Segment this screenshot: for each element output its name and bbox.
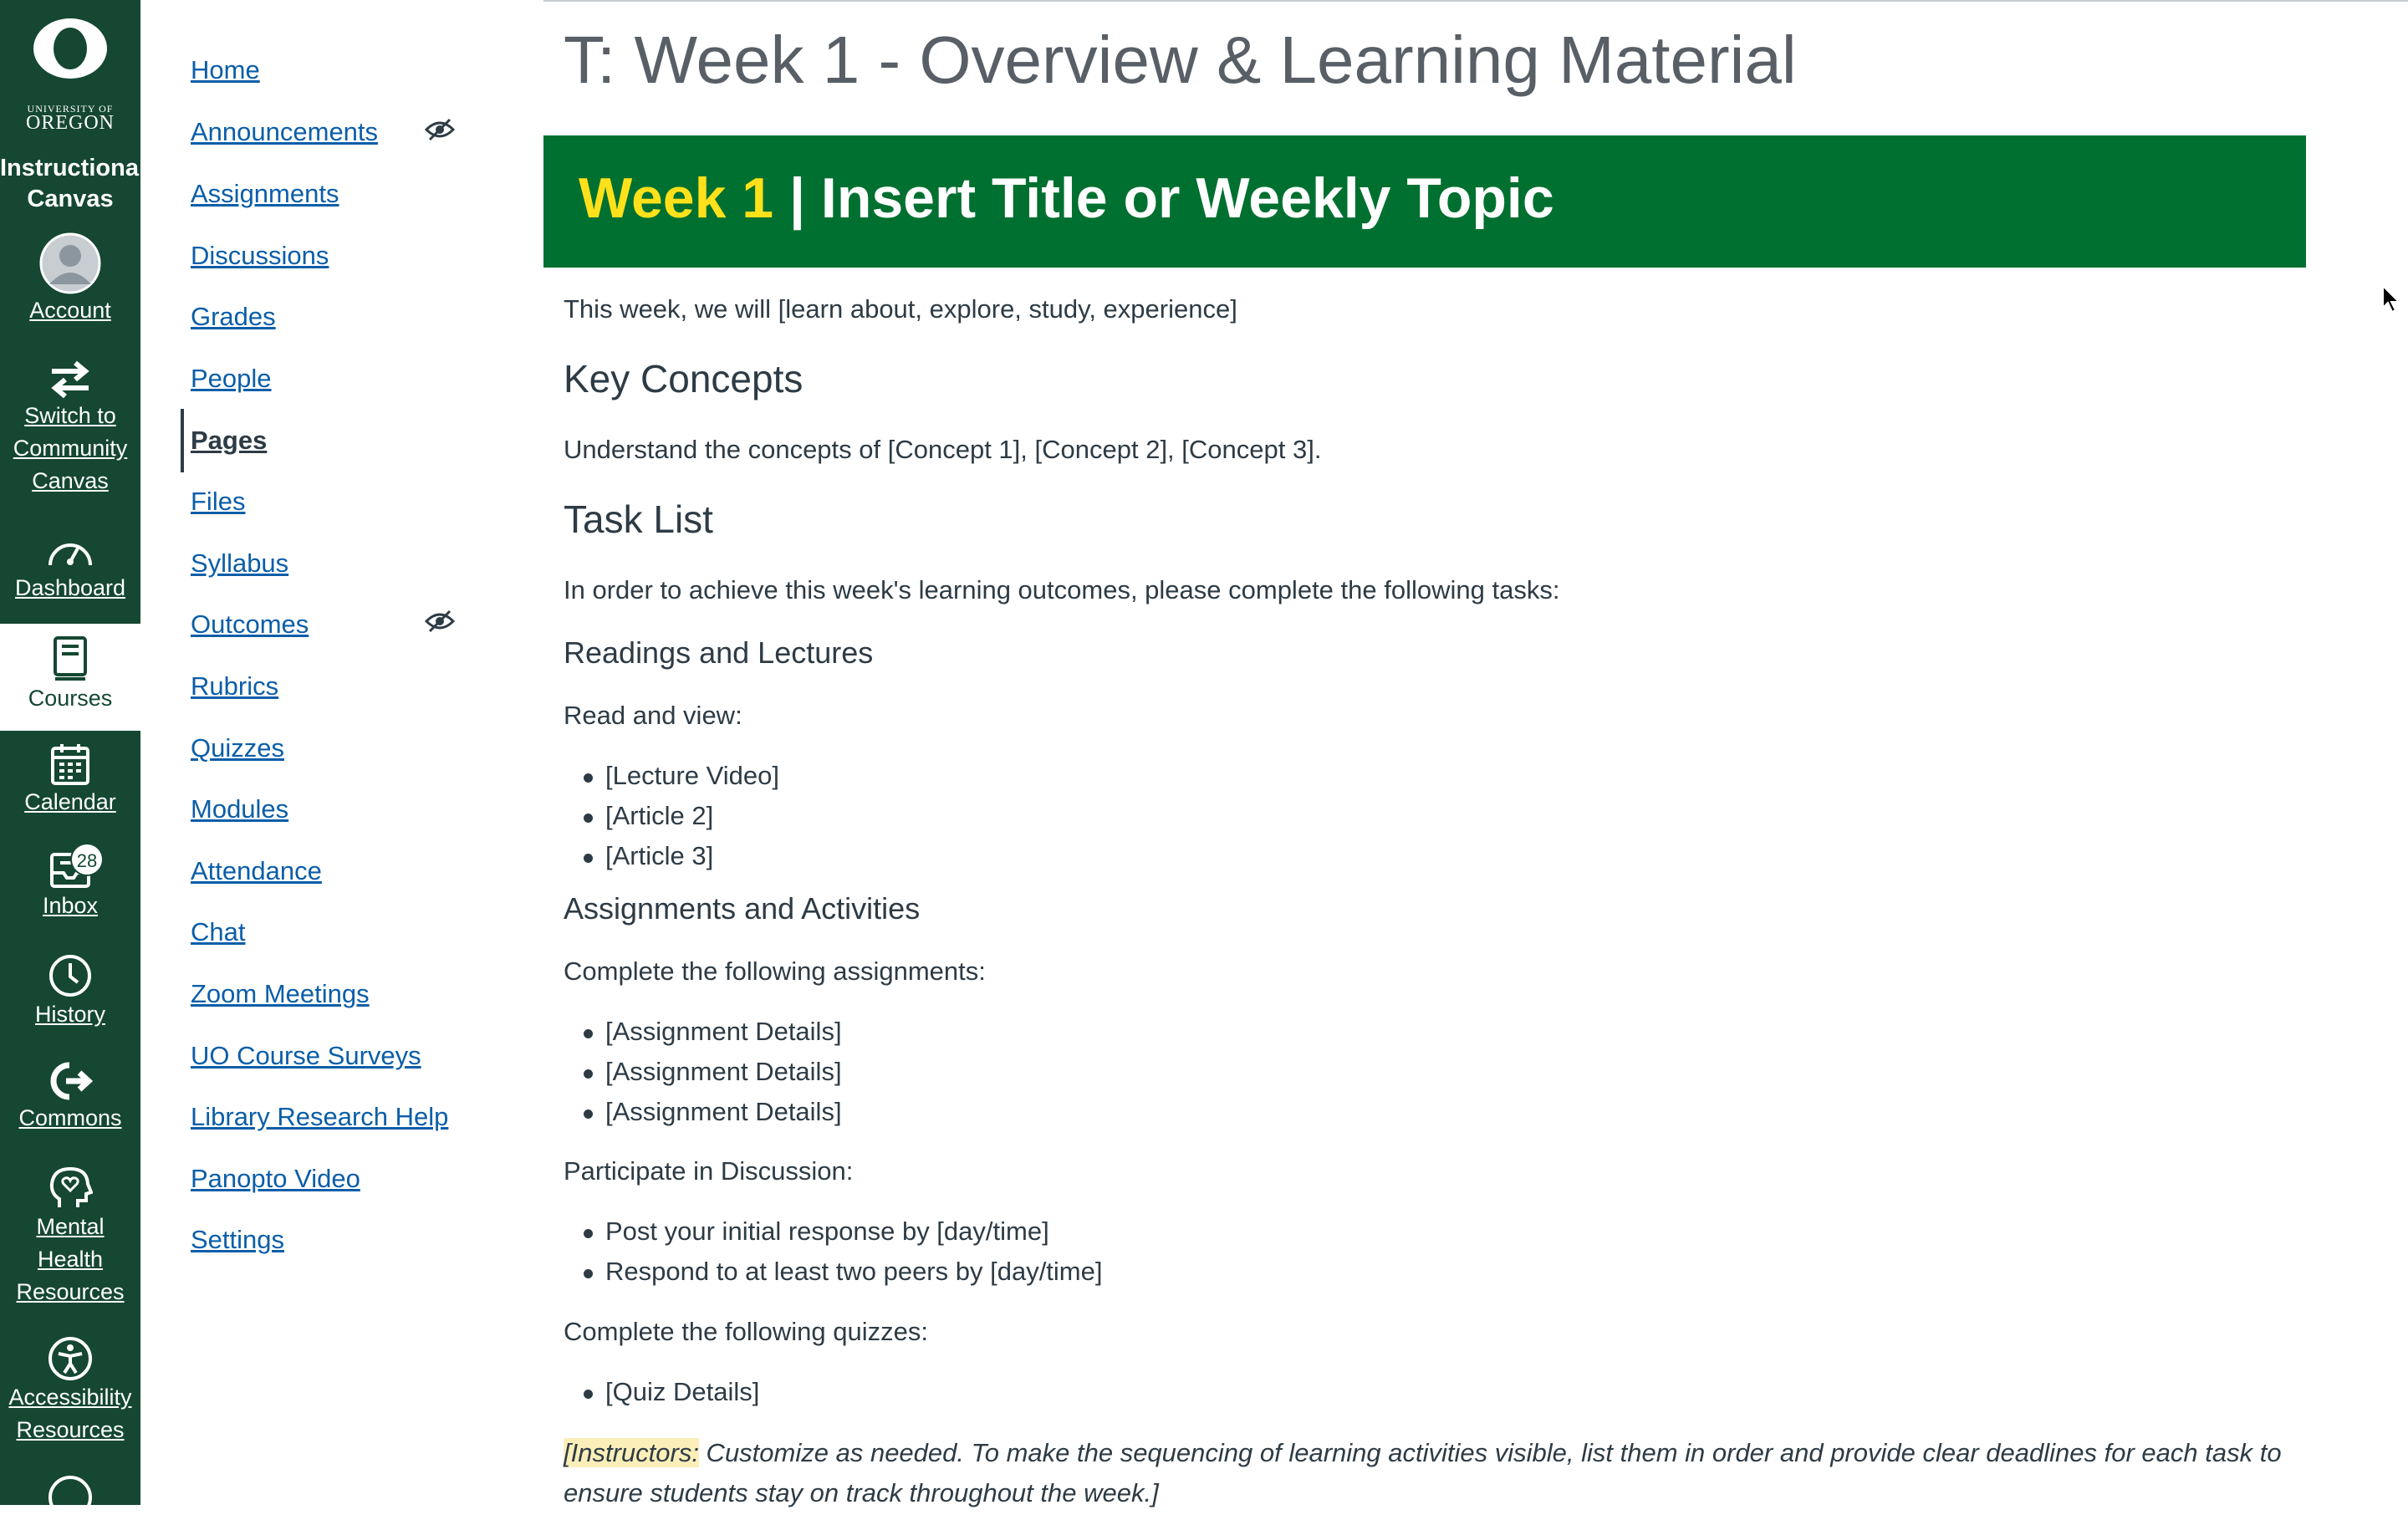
- dashboard-gauge-icon: [45, 532, 95, 572]
- mouse-cursor-icon: [2381, 284, 2401, 314]
- intro-text: This week, we will [learn about, explore, study, experience]: [564, 294, 1237, 324]
- global-navigation: [0, 0, 146, 1505]
- switch-label-line-2: Community: [13, 436, 128, 461]
- course-nav-syllabus[interactable]: Syllabus: [191, 548, 289, 578]
- brand-line-1: Instructional: [0, 155, 146, 181]
- course-nav-discussions[interactable]: Discussions: [191, 241, 329, 270]
- instructor-note-label: [Instructors:: [564, 1438, 699, 1467]
- global-nav-switch-community[interactable]: [0, 360, 140, 497]
- readings-intro: Read and view:: [564, 701, 742, 730]
- oregon-o-logo-icon: [28, 15, 112, 99]
- courses-label: Courses: [28, 686, 113, 711]
- commons-icon: [48, 1060, 93, 1102]
- course-nav-settings[interactable]: Settings: [191, 1225, 285, 1254]
- global-nav-inbox[interactable]: [0, 848, 140, 922]
- instructor-note: [564, 1433, 2319, 1513]
- inbox-unread-badge: 28: [70, 843, 104, 876]
- assignments-intro: Complete the following assignments:: [564, 956, 986, 986]
- page-title: T: Week 1 - Overview & Learning Material: [564, 23, 1797, 97]
- course-nav-pages[interactable]: Pages: [191, 426, 268, 455]
- history-label: History: [34, 1002, 105, 1027]
- calendar-icon: [50, 742, 90, 786]
- course-nav-outcomes[interactable]: Outcomes: [191, 610, 309, 639]
- global-nav-accessibility[interactable]: [0, 1336, 140, 1446]
- list-item: [Article 2]: [605, 801, 714, 830]
- global-nav-history[interactable]: [0, 953, 140, 1031]
- course-nav-announcements[interactable]: Announcements: [191, 117, 379, 146]
- help-icon: [48, 1475, 93, 1520]
- switch-label-line-3: Canvas: [32, 468, 109, 493]
- readings-heading: Readings and Lectures: [564, 635, 874, 670]
- courses-book-icon: [52, 635, 89, 682]
- banner-week-label: Week 1: [579, 166, 774, 230]
- active-item-indicator: [181, 409, 184, 472]
- task-list-intro: In order to achieve this week's learning outcomes, please complete the following tasks:: [564, 575, 1560, 604]
- global-nav-dashboard[interactable]: [0, 532, 140, 604]
- discussion-intro: Participate in Discussion:: [564, 1156, 854, 1186]
- list-item: [Article 3]: [605, 841, 714, 870]
- course-nav-zoom-meetings[interactable]: Zoom Meetings: [191, 979, 370, 1008]
- accessibility-icon: [48, 1336, 93, 1381]
- course-nav-chat[interactable]: Chat: [191, 917, 246, 946]
- course-nav-library-research-help[interactable]: Library Research Help: [191, 1102, 449, 1131]
- accessibility-label-line-2: Resources: [16, 1417, 125, 1442]
- course-nav-people[interactable]: People: [191, 364, 272, 393]
- banner-topic-label: | Insert Title or Weekly Topic: [773, 166, 1554, 230]
- list-item: [Assignment Details]: [605, 1097, 842, 1126]
- global-nav-commons[interactable]: [0, 1060, 140, 1135]
- course-nav-assignments[interactable]: Assignments: [191, 179, 339, 208]
- assignments-heading: Assignments and Activities: [564, 891, 921, 926]
- history-clock-icon: [48, 953, 93, 998]
- banner-heading: [579, 166, 1554, 231]
- commons-label: Commons: [18, 1105, 122, 1130]
- course-navigation: [140, 0, 533, 1505]
- accessibility-label-line-1: Accessibility: [8, 1385, 132, 1410]
- key-concepts-text: Understand the concepts of [Concept 1], [Concept 2], [Concept 3].: [564, 435, 1322, 464]
- global-nav-mental-health[interactable]: [0, 1166, 140, 1308]
- list-item: [Assignment Details]: [605, 1057, 842, 1086]
- week-banner: [543, 135, 2306, 268]
- logo-university-text: UNIVERSITY OF: [27, 103, 114, 115]
- course-nav-panopto-video[interactable]: Panopto Video: [191, 1164, 360, 1193]
- quizzes-intro: Complete the following quizzes:: [564, 1317, 928, 1346]
- list-item: [Lecture Video]: [605, 761, 779, 790]
- global-nav-help[interactable]: [0, 1475, 140, 1520]
- course-nav-attendance[interactable]: Attendance: [191, 856, 322, 885]
- course-nav-home[interactable]: Home: [191, 55, 260, 84]
- dashboard-label: Dashboard: [14, 575, 126, 600]
- list-item: Post your initial response by [day/time]: [605, 1217, 1049, 1246]
- course-nav-grades[interactable]: Grades: [191, 302, 276, 331]
- list-item: [Assignment Details]: [605, 1017, 842, 1046]
- eye-slash-icon: [425, 118, 455, 141]
- global-nav-account[interactable]: [0, 232, 140, 327]
- task-list-heading: Task List: [564, 497, 713, 541]
- account-label: Account: [29, 298, 111, 323]
- eye-slash-icon: [425, 610, 455, 633]
- brand-line-2: Canvas: [27, 186, 114, 212]
- mental-health-label-line-1: Mental: [36, 1214, 105, 1239]
- mental-health-label-line-3: Resources: [16, 1279, 125, 1304]
- account-avatar-icon: [39, 232, 101, 294]
- course-nav-uo-course-surveys[interactable]: UO Course Surveys: [191, 1041, 421, 1070]
- instructor-note-text: Customize as needed. To make the sequencing of learning activities visible, list them in order and provide clear deadlines for each task to ensure students stay on track throughout the week.]: [564, 1438, 2282, 1507]
- course-nav-modules[interactable]: Modules: [191, 794, 289, 824]
- mental-health-icon: [48, 1166, 93, 1211]
- brand-title: [0, 153, 146, 215]
- list-item: Respond to at least two peers by [day/time]: [605, 1257, 1103, 1286]
- course-nav-quizzes[interactable]: Quizzes: [191, 733, 284, 763]
- global-nav-calendar[interactable]: [0, 742, 140, 819]
- course-nav-files[interactable]: Files: [191, 487, 246, 516]
- global-nav-courses[interactable]: [0, 624, 140, 731]
- page-content: [543, 0, 2408, 1505]
- calendar-label: Calendar: [24, 789, 116, 814]
- list-item: [Quiz Details]: [605, 1377, 760, 1406]
- course-nav-rubrics[interactable]: Rubrics: [191, 671, 279, 701]
- key-concepts-heading: Key Concepts: [564, 357, 804, 400]
- mental-health-label-line-2: Health: [37, 1247, 104, 1272]
- inbox-label: Inbox: [42, 893, 99, 918]
- logo-oregon-text: OREGON: [26, 112, 115, 134]
- switch-arrows-icon: [47, 360, 94, 400]
- switch-label-line-1: Switch to: [24, 403, 116, 428]
